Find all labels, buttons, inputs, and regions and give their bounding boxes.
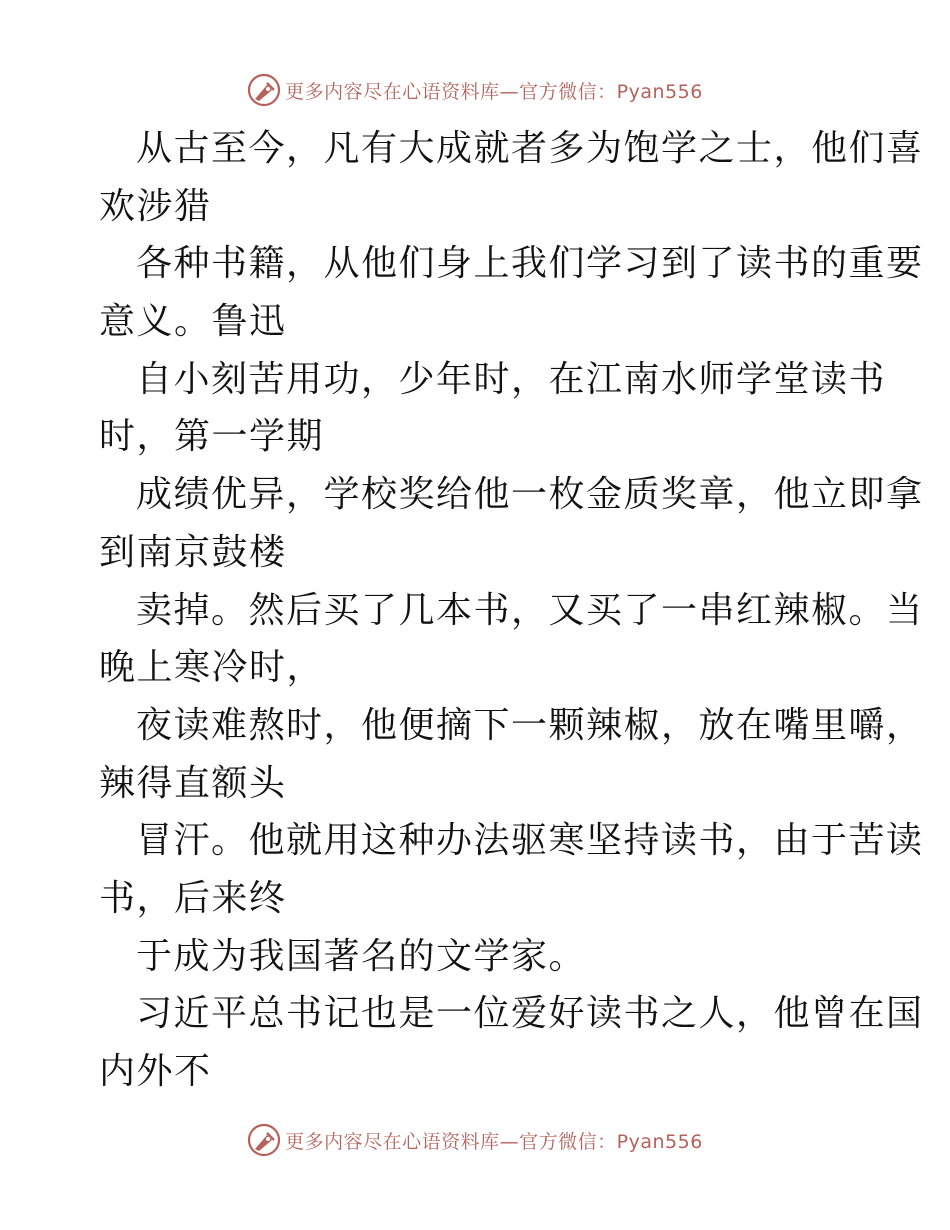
paragraph-line: 各种书籍，从他们身上我们学习到了读书的重要 xyxy=(136,243,924,285)
paragraph-line: 习近平总书记也是一位爱好读书之人，他曾在国 xyxy=(136,993,924,1035)
paragraph-line: 自小刻苦用功，少年时，在江南水师学堂读书 xyxy=(136,358,887,400)
pen-nib-logo-icon xyxy=(247,1123,281,1157)
paragraph-line: 成绩优异，学校奖给他一枚金质奖章，他立即拿 xyxy=(136,474,924,516)
paragraph-line: 于成为我国著名的文学家。 xyxy=(136,935,587,977)
paragraph-line: 到南京鼓楼 xyxy=(99,531,287,573)
footer-watermark xyxy=(0,1120,950,1160)
paragraph-line: 意义。鲁迅 xyxy=(99,301,287,343)
paragraph-line: 夜读难熬时，他便摘下一颗辣椒，放在嘴里嚼， xyxy=(136,704,924,746)
paragraph-line: 内外不 xyxy=(99,1051,212,1092)
paragraph-line: 从古至今，凡有大成就者多为饱学之士，他们喜 xyxy=(136,128,924,169)
paragraph-line: 晚上寒冷时， xyxy=(99,647,325,689)
paragraph-line: 欢涉猎 xyxy=(99,185,212,227)
paragraph-line: 卖掉。然后买了几本书，又买了一串红辣椒。当 xyxy=(136,589,924,631)
paragraph-line: 辣得直额头 xyxy=(99,762,287,804)
paragraph-line: 书，后来终 xyxy=(99,877,287,919)
watermark-text: 更多内容尽在心语资料库—官方微信：Pyan556 xyxy=(285,1130,703,1153)
paragraph-line: 冒汗。他就用这种办法驱寒坚持读书，由于苦读 xyxy=(136,820,924,862)
pen-nib-logo-icon xyxy=(247,73,281,107)
header-watermark xyxy=(0,70,950,110)
watermark-text: 更多内容尽在心语资料库—官方微信：Pyan556 xyxy=(285,80,703,103)
paragraph-line: 时，第一学期 xyxy=(99,416,325,458)
document-body xyxy=(99,120,924,1101)
